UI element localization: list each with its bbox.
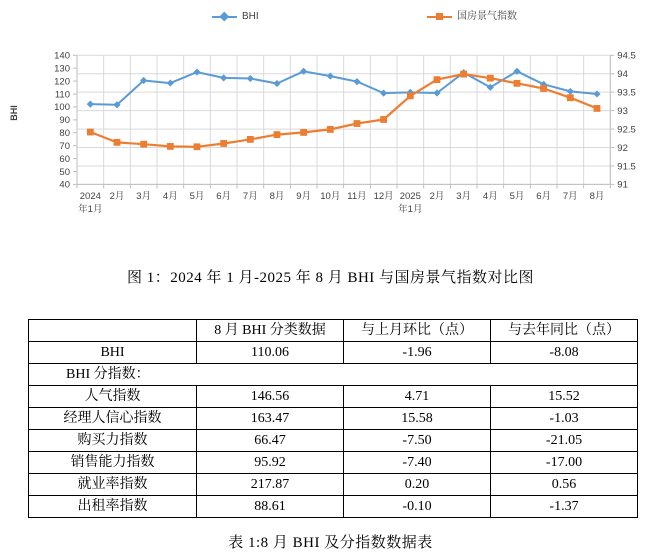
value-cell: -8.08 — [491, 342, 638, 364]
value-cell: 0.20 — [344, 474, 491, 496]
x-axis-label: 3月 — [456, 191, 472, 202]
axis-tick-label: 80 — [59, 128, 70, 140]
legend-item-bhi — [212, 12, 259, 22]
guofang-data-point — [274, 131, 281, 138]
value-cell: 88.61 — [197, 496, 344, 518]
x-axis-label: 8月 — [269, 191, 285, 202]
row-label: BHI — [29, 342, 197, 364]
guofang-data-point — [140, 141, 147, 148]
value-cell: 4.71 — [344, 386, 491, 408]
bhi-data-point — [353, 78, 360, 85]
axis-tick-label: 140 — [54, 50, 70, 62]
axis-tick-label: 93 — [617, 105, 628, 117]
value-cell: -1.96 — [344, 342, 491, 364]
x-axis-label: 年1月 — [78, 204, 103, 215]
figure-caption: 图 1：2024 年 1 月-2025 年 8 月 BHI 与国房景气指数对比图 — [126, 270, 535, 286]
guofang-data-point — [487, 75, 494, 82]
row-label: 销售能力指数 — [29, 452, 197, 474]
value-cell: -1.37 — [491, 496, 638, 518]
axis-tick-label: 94.5 — [617, 50, 636, 62]
axis-tick-label: 60 — [59, 153, 70, 165]
axis-tick-label: 110 — [54, 89, 70, 101]
bhi-data-point — [247, 75, 254, 82]
table-row — [29, 496, 638, 518]
x-axis-label: 4月 — [162, 191, 178, 202]
x-axis-label: 年1月 — [398, 204, 423, 215]
x-axis-label: 5月 — [189, 191, 205, 202]
column-header: 与去年同比（点） — [491, 320, 638, 342]
chart-legend — [0, 0, 661, 30]
table-row — [29, 408, 638, 430]
header-empty-cell — [29, 320, 197, 342]
x-axis-label: 3月 — [136, 191, 152, 202]
axis-tick-label: 94 — [617, 69, 628, 81]
axis-tick-label: 91.5 — [617, 161, 636, 173]
value-cell: 110.06 — [197, 342, 344, 364]
table-row — [29, 364, 638, 386]
x-axis-label: 2025 — [399, 191, 421, 202]
table-row — [29, 342, 638, 364]
value-cell: -1.03 — [491, 408, 638, 430]
x-axis-label: 8月 — [589, 191, 605, 202]
axis-tick-label: 130 — [54, 63, 70, 75]
axis-tick-label: 120 — [54, 76, 70, 88]
bhi-data-point — [167, 79, 174, 86]
x-axis-label: 12月 — [373, 191, 394, 202]
table-body — [29, 320, 638, 518]
guofang-data-point — [220, 140, 227, 147]
row-label: 就业率指数 — [29, 474, 197, 496]
guofang-data-point — [300, 129, 307, 136]
x-axis-label: 5月 — [509, 191, 525, 202]
section-row-label: BHI 分指数： — [29, 364, 638, 386]
value-cell: -7.50 — [344, 430, 491, 452]
axis-tick-label: 90 — [59, 115, 70, 127]
x-axis-label: 7月 — [242, 191, 258, 202]
square-marker-icon — [436, 13, 443, 20]
table-row — [29, 430, 638, 452]
value-cell: 163.47 — [197, 408, 344, 430]
bhi-data-point — [273, 80, 280, 87]
line-chart-canvas — [0, 0, 661, 228]
guofang-data-point — [354, 120, 361, 127]
guofang-data-point — [327, 126, 334, 133]
diamond-marker-icon — [220, 12, 229, 21]
column-header: 与上月环比（点） — [344, 320, 491, 342]
axis-tick-label: 91 — [617, 179, 628, 191]
x-axis-label: 11月 — [347, 191, 367, 202]
guofang-data-point — [167, 143, 174, 150]
x-axis-label: 6月 — [216, 191, 232, 202]
x-axis-label: 2024 — [79, 191, 101, 202]
guofang-data-point — [114, 139, 121, 146]
value-cell: 15.58 — [344, 408, 491, 430]
value-cell: -7.40 — [344, 452, 491, 474]
legend-label-guofang: 国房景气指数 — [457, 11, 517, 22]
legend-item-guofang — [427, 12, 517, 22]
axis-tick-label: 93.5 — [617, 87, 636, 99]
legend-label-bhi: BHI — [242, 11, 259, 22]
axis-tick-label: 92.5 — [617, 124, 636, 136]
table-row — [29, 386, 638, 408]
table-caption: 表 1:8 月 BHI 及分指数数据表 — [228, 535, 433, 551]
guofang-data-point — [460, 71, 467, 78]
x-axis-label: 6月 — [536, 191, 552, 202]
table-row — [29, 452, 638, 474]
value-cell: 15.52 — [491, 386, 638, 408]
row-label: 经理人信心指数 — [29, 408, 197, 430]
column-header: 8 月 BHI 分类数据 — [197, 320, 344, 342]
x-axis-label: 2月 — [429, 191, 445, 202]
bhi-data-point — [193, 68, 200, 75]
table-row — [29, 474, 638, 496]
bhi-data-point — [593, 90, 600, 97]
guofang-data-point — [407, 92, 414, 99]
value-cell: 217.87 — [197, 474, 344, 496]
guofang-data-point — [247, 136, 254, 143]
axis-tick-label: 100 — [54, 102, 70, 114]
x-axis-label: 9月 — [296, 191, 312, 202]
bhi-line-swatch — [212, 16, 237, 18]
axis-tick-label: 50 — [59, 166, 70, 178]
row-label: 人气指数 — [29, 386, 197, 408]
y-axis-title: BHI — [9, 105, 19, 121]
row-label: 出租率指数 — [29, 496, 197, 518]
value-cell: 146.56 — [197, 386, 344, 408]
bhi-subindex-table — [28, 319, 638, 518]
guofang-data-point — [194, 143, 201, 150]
x-axis-label: 2月 — [109, 191, 125, 202]
guofang-data-point — [514, 80, 521, 87]
value-cell: 0.56 — [491, 474, 638, 496]
axis-tick-label: 40 — [59, 179, 70, 191]
guofang-data-point — [434, 76, 441, 83]
bhi-data-point — [87, 100, 94, 107]
guofang-line-swatch — [427, 16, 452, 18]
guofang-data-point — [540, 85, 547, 92]
guofang-data-point — [594, 105, 601, 112]
table-header-row — [29, 320, 638, 342]
x-axis-label: 10月 — [320, 191, 341, 202]
bhi-data-point — [567, 88, 574, 95]
bhi-trend-figure — [0, 0, 661, 228]
x-axis-label: 4月 — [482, 191, 498, 202]
bhi-data-point — [380, 90, 387, 97]
value-cell: -0.10 — [344, 496, 491, 518]
row-label: 购买力指数 — [29, 430, 197, 452]
bhi-data-point — [220, 74, 227, 81]
guofang-data-point — [87, 129, 94, 136]
value-cell: 95.92 — [197, 452, 344, 474]
guofang-data-point — [567, 94, 574, 101]
x-axis-label: 7月 — [562, 191, 578, 202]
value-cell: -21.05 — [491, 430, 638, 452]
guofang-data-point — [380, 116, 387, 123]
value-cell: 66.47 — [197, 430, 344, 452]
axis-tick-label: 70 — [59, 140, 70, 152]
axis-tick-label: 92 — [617, 142, 628, 154]
value-cell: -17.00 — [491, 452, 638, 474]
